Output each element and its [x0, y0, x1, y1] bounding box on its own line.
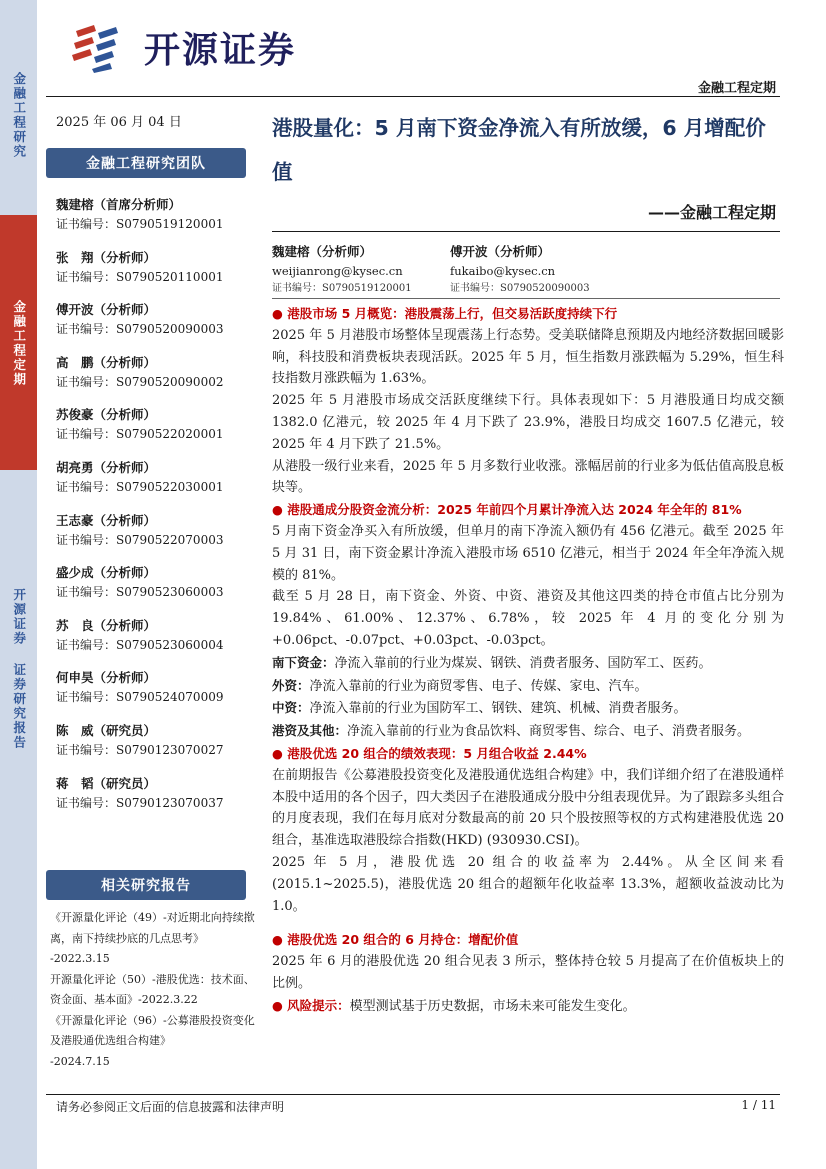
analyst-cert: 证书编号：S0790524070009 [56, 690, 224, 705]
author-item [272, 242, 412, 297]
section-heading: ● 港股市场 5 月概览：港股震荡上行，但交易活跃度持续下行 [272, 306, 618, 321]
analyst-name: 何申昊（分析师） [56, 670, 157, 686]
paragraph: 2025 年 5 月港股市场整体呈现震荡上行态势。受美联储降息预期及内地经济数据回暖影响，科技股和消费板块表现活跃。2025 年 5 月，恒生指数月涨跌幅为 5.29%，恒生科技指数月涨跌幅为 1.63%。 [272, 327, 784, 387]
footer-divider [46, 1094, 780, 1095]
flow-line: 南下资金：净流入靠前的行业为煤炭、钢铁、消费者服务、国防军工、医药。 [272, 654, 712, 671]
analyst-name: 高 鹏（分析师） [56, 354, 157, 370]
bullet-icon: ● [272, 932, 283, 948]
analyst-cert: 证书编号：S0790522070003 [56, 532, 224, 547]
analyst-cert: 证书编号：S0790123070027 [56, 742, 224, 757]
side-strip-periodic: 金融工程定期 [0, 215, 37, 470]
header-divider [46, 96, 780, 97]
paragraph: 2025 年 5 月，港股优选 20 组合的收益率为 2.44%。从全区间来看(2015.1~2025.5)，港股优选 20 组合的超额年化收益率 13.3%，超额收益波动比为 1.0。 [272, 854, 784, 914]
related-report-date: -2024.7.15 [50, 1054, 110, 1068]
analyst-name: 盛少成（分析师） [56, 565, 157, 581]
author-divider [272, 298, 780, 299]
section-heading: ● 港股优选 20 组合的绩效表现：5 月组合收益 2.44% [272, 745, 587, 761]
paragraph: 5 月南下资金净买入有所放缓，但单月的南下净流入额仍有 456 亿港元。截至 2025 年 5 月 31 日，南下资金累计净流入港股市场 6510 亿港元，相当于 2024 年全年净流入规模的 81%。 [272, 523, 784, 583]
flow-line: 港资及其他：净流入靠前的行业为食品饮料、商贸零售、综合、电子、消费者服务。 [272, 723, 751, 740]
analyst-name: 胡亮勇（分析师） [56, 459, 157, 475]
related-report-link[interactable]: 《开源量化评论（96）-公募港股投资变化及港股通优选组合构建》 [50, 1013, 255, 1047]
analyst-item [56, 354, 256, 407]
analyst-cert: 证书编号：S0790519120001 [56, 217, 224, 231]
analyst-cert: 证书编号：S0790522020001 [56, 427, 224, 442]
bullet-icon: ● [272, 502, 283, 518]
analyst-name: 张 翔（分析师） [56, 249, 157, 265]
analyst-list [56, 196, 256, 827]
side-strip-research: 金融工程研究 [0, 0, 37, 215]
report-title: 港股量化：5 月南下资金净流入有所放缓，6 月增配价值 [272, 116, 766, 184]
author-name: 傅开波（分析师） [450, 244, 551, 259]
author-cert: 证书编号：S0790519120001 [272, 283, 412, 294]
analyst-name: 魏建榕（首席分析师） [56, 197, 182, 212]
author-email[interactable]: weijianrong@kysec.cn [272, 264, 403, 278]
report-body [272, 303, 784, 1018]
analyst-cert: 证书编号：S0790520110001 [56, 269, 224, 284]
team-title: 金融工程研究团队 [46, 148, 246, 178]
flow-label: 南下资金： [272, 654, 335, 670]
analyst-name: 苏 良（分析师） [56, 617, 157, 633]
analyst-item [56, 722, 256, 775]
author-email[interactable]: fukaibo@kysec.cn [450, 264, 556, 278]
related-report-date: -2022.3.15 [50, 952, 110, 965]
analyst-name: 傅开波（分析师） [56, 302, 157, 318]
risk-warning: ● 风险提示：模型测试基于历史数据，市场未来可能发生变化。 [272, 997, 636, 1014]
spacer [272, 917, 784, 929]
analyst-name: 陈 威（研究员） [56, 722, 157, 738]
report-subtitle: ——金融工程定期 [647, 203, 776, 222]
paragraph: 在前期报告《公募港股投资变化及港股通优选组合构建》中，我们详细介绍了在港股通样本股中适用的各个因子，四大类因子在港股通成分股中分组表现优异。为了跟踪多头组合的月度表现，我们在每月底对分数最高的前 20 只个股按照等权的方式构建港股优选 20 组合，基准选取港股综合指数(HKD) (930930.CSI)。 [272, 767, 784, 849]
related-reports-list [50, 908, 260, 1072]
analyst-name: 苏俊豪（分析师） [56, 407, 157, 423]
analyst-cert: 证书编号：S0790123070037 [56, 795, 224, 810]
analyst-item [56, 196, 256, 249]
flow-label: 港资及其他： [272, 723, 348, 739]
section-heading: ● 港股通成分股资金流分析：2025 年前四个月累计净流入达 2024 年全年的 81% [272, 502, 742, 518]
paragraph: 2025 年 6 月的港股优选 20 组合见表 3 所示，整体持仓较 5 月提高了在价值板块上的比例。 [272, 954, 784, 991]
analyst-cert: 证书编号：S0790523060004 [56, 637, 224, 652]
analyst-item [56, 249, 256, 302]
related-reports-title: 相关研究报告 [46, 870, 246, 900]
flow-line: 中资：净流入靠前的行业为国防军工、钢铁、建筑、机械、消费者服务。 [272, 700, 687, 717]
author-name: 魏建榕（分析师） [272, 244, 373, 259]
report-date: 2025 年 06 月 04 日 [56, 115, 182, 130]
bullet-icon: ● [272, 745, 283, 761]
analyst-cert: 证书编号：S0790522030001 [56, 479, 224, 494]
side-strip-brand: 开源证券 证券研究报告 [0, 470, 37, 1169]
analyst-item [56, 459, 256, 512]
title-divider [272, 231, 780, 232]
risk-label: 风险提示： [287, 997, 350, 1013]
side-strip [0, 0, 37, 1169]
disclaimer-notice: 请务必参阅正文后面的信息披露和法律声明 [56, 1100, 285, 1114]
paragraph: 从港股一级行业来看，2025 年 5 月多数行业收涨。涨幅居前的行业多为低估值高股息板块等。 [272, 458, 784, 496]
logo-text: 开源证券 [144, 30, 297, 71]
flow-label: 中资： [272, 700, 310, 716]
flow-line: 外资：净流入靠前的行业为商贸零售、电子、传媒、家电、汽车。 [272, 677, 648, 694]
paragraph: 截至 5 月 28 日，南下资金、外资、中资、港资及其他这四类的持仓市值占比分别为 19.84%、61.00%、12.37%、6.78%，较 2025 年 4 月的变化分别为+0.06pct、-0.07pct、+0.03pct、-0.03pct。 [272, 589, 784, 648]
analyst-name: 王志豪（分析师） [56, 512, 157, 528]
bullet-icon: ● [272, 306, 283, 321]
report-type-tag: 金融工程定期 [697, 81, 776, 96]
analyst-cert: 证书编号：S0790520090003 [56, 322, 224, 337]
analyst-cert: 证书编号：S0790520090002 [56, 374, 224, 389]
analyst-item [56, 301, 256, 354]
analyst-item [56, 775, 256, 828]
analyst-item [56, 669, 256, 722]
related-report-link[interactable]: 《开源量化评论（49）-对近期北向持续揿离，南下持续抄底的几点思考》 [50, 911, 255, 945]
author-item [450, 242, 590, 297]
author-cert: 证书编号：S0790520090003 [450, 283, 590, 294]
company-logo [72, 22, 296, 73]
flow-label: 外资： [272, 677, 310, 693]
related-report-link[interactable]: 开源量化评论（50）-港股优选：技术面、资金面、基本面》-2022.3.22 [50, 972, 255, 1006]
bullet-icon: ● [272, 997, 283, 1013]
analyst-item [56, 617, 256, 670]
logo-mark-icon [72, 23, 134, 73]
analyst-name: 蒋 韬（研究员） [56, 775, 157, 791]
analyst-cert: 证书编号：S0790523060003 [56, 585, 224, 600]
analyst-item [56, 564, 256, 617]
analyst-item [56, 512, 256, 565]
page-number: 1 / 11 [741, 1098, 776, 1112]
analyst-item [56, 406, 256, 459]
paragraph: 2025 年 5 月港股市场成交活跃度继续下行。具体表现如下：5 月港股通日均成交额 1382.0 亿港元，较 2025 年 4 月下跌了 23.9%，港股日均成交 1607.5 亿港元，较 2025 年 4 月下跌了 21.5%。 [272, 393, 784, 452]
section-heading: ● 港股优选 20 组合的 6 月持仓：增配价值 [272, 932, 519, 948]
